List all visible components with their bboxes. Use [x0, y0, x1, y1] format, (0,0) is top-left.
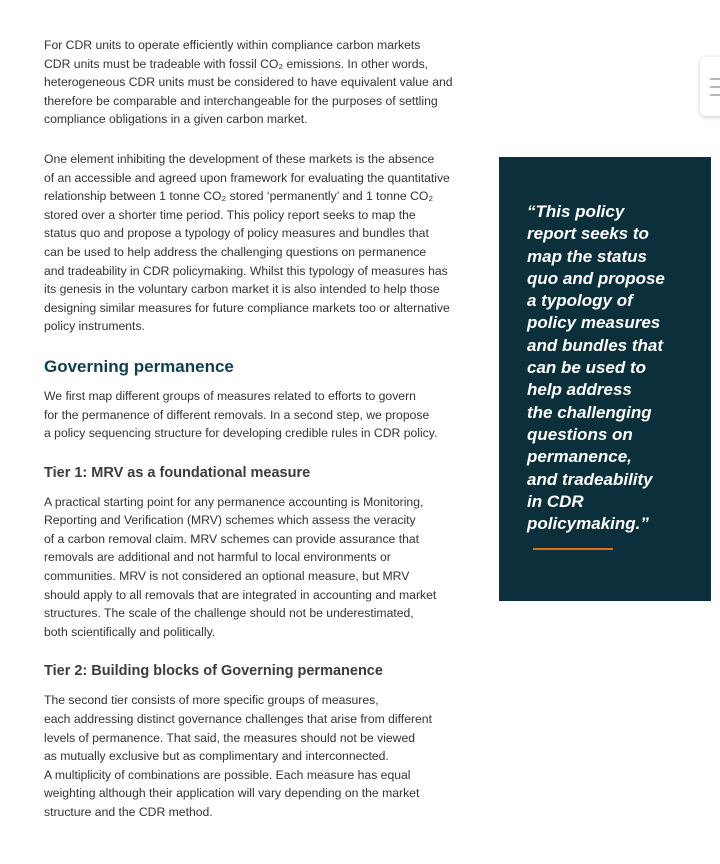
- body-paragraph-cdr-tradeability: For CDR units to operate efficiently within compliance carbon markets CDR units must be tradeable with fossil CO₂ emissions. In other words, heterogeneous CDR units must be considered to have equivalent value and therefore be comparable and interchangeable for the purposes of settling compliance obligations in a given carbon market.: [44, 38, 453, 127]
- subheading-tier-2: Tier 2: Building blocks of Governing permanence: [44, 663, 383, 680]
- body-paragraph-framework-absence: One element inhibiting the development of these markets is the absence of an accessible and agreed upon framework for evaluating the quantitative relationship between 1 tonne CO₂ stored ‘permanently’ and 1 tonne CO₂ stored over a shorter time period. This policy report seeks to map the status quo and propose a typology of policy measures and bundles that can be used to help address the challenging questions on permanence and tradeability in CDR policymaking. Whilst this typology of measures has its genesis in the voluntary carbon market it is also intended to help those designing similar measures for future compliance markets too or alternative policy instruments.: [44, 151, 450, 334]
- main-text-column: [44, 36, 484, 822]
- body-paragraph-second-tier: The second tier consists of more specific groups of measures, each addressing distinct governance challenges that arise from different levels of permanence. That said, the measures should not be viewed as mutually exclusive but as complimentary and interconnected. A multiplicity of combinations are possible. Each measure has equal weighting although their application will vary depending on the market structure and the CDR method.: [44, 693, 432, 819]
- subheading-tier-1: Tier 1: MRV as a foundational measure: [44, 464, 311, 481]
- menu-line: [710, 94, 720, 96]
- body-paragraph-map-groups: We first map different groups of measures related to efforts to govern for the permanence of different removals. In a second step, we propose a policy sequencing structure for developing credible rules in CDR policy.: [44, 388, 438, 441]
- section-heading-governing-permanence: Governing permanence: [44, 356, 234, 376]
- body-paragraph-mrv: A practical starting point for any permanence accounting is Monitoring, Reporting and Verification (MRV) schemes which assess the veracity of a carbon removal claim. MRV schemes can provide assurance that removals are additional and not harmful to local environments or communities. MRV is not considered an optional measure, but MRV should apply to all removals that are integrated in accounting and market structures. The scale of the challenge should not be underestimated, both scientifically and politically.: [44, 494, 437, 639]
- pull-quote-text: “This policy report seeks to map the status quo and propose a typology of policy measures and bundles that can be used to help address the challenging questions on permanence, and tradeability in CDR policymaking.”: [527, 202, 665, 534]
- pull-quote-divider: [533, 548, 613, 550]
- menu-line: [710, 86, 720, 88]
- menu-lines-icon[interactable]: [700, 57, 720, 116]
- menu-line: [710, 78, 720, 80]
- pull-quote-box: [499, 157, 711, 601]
